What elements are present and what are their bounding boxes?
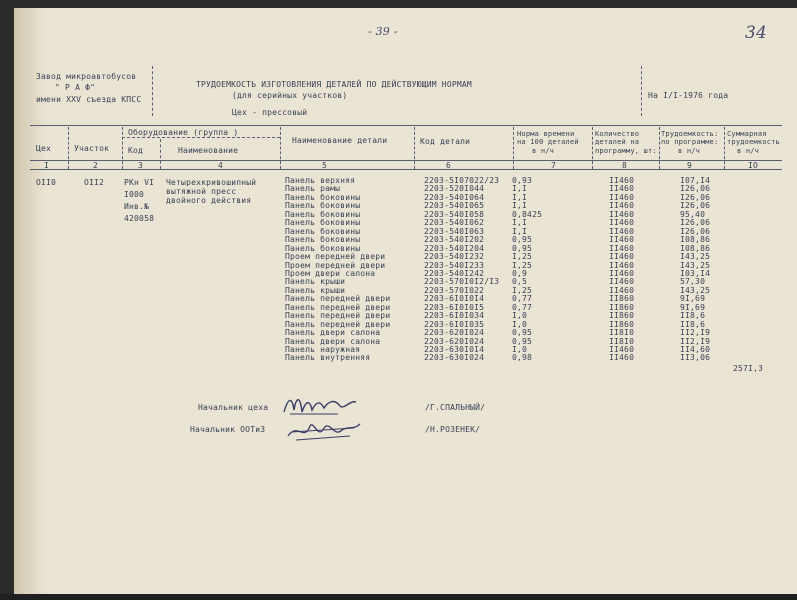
header-divider-right	[641, 66, 642, 116]
colnum-3: 3	[138, 161, 144, 170]
row-quantity: II460	[609, 345, 635, 354]
ootz-name: /Н.РОЗЕНЕК/	[425, 425, 481, 434]
row-part-code: 2203-6I0I034	[424, 311, 485, 321]
row-labor: I26,06	[680, 184, 711, 194]
colnum-8: 8	[622, 161, 628, 170]
row-time-norm: I,25	[512, 252, 533, 262]
row-quantity: II460	[609, 176, 635, 185]
row-time-norm: 0,8425	[512, 209, 543, 219]
row-quantity: II460	[609, 252, 635, 262]
col-divider-4	[280, 127, 281, 169]
row-part-name: Панель двери салона	[285, 328, 381, 338]
row-time-norm: I,I	[512, 184, 528, 194]
row-part-code: 2203-540I204	[424, 243, 485, 253]
row-labor: I43,25	[680, 285, 711, 295]
shop-code: OII0	[36, 178, 57, 187]
page-number: - 39 -	[368, 25, 398, 38]
col-part-name: Наименование детали	[292, 136, 388, 145]
col-qty-2: деталей на	[595, 138, 640, 146]
row-time-norm: 0,95	[512, 328, 533, 338]
col-total-2: трудоемкость	[727, 138, 780, 146]
equipment-name-1: Четырехкривошипный	[166, 178, 257, 187]
colnum-1: I	[44, 161, 50, 170]
row-part-name: Панель боковины	[285, 243, 361, 253]
row-part-code: 2203-540I062	[424, 218, 485, 228]
row-time-norm: I,0	[512, 345, 528, 354]
ootz-label: Начальник ООТиЗ	[190, 425, 266, 434]
row-part-name: Панель внутренняя	[285, 353, 371, 363]
row-labor: I43,25	[680, 252, 711, 262]
title-line2: (для серийных участков)	[232, 91, 348, 100]
row-time-norm: 0,98	[512, 353, 533, 363]
workshop-label: Цех - прессовый	[232, 108, 308, 117]
row-labor: 57,30	[680, 277, 706, 287]
colnum-2: 2	[93, 161, 99, 170]
col-total-1: Суммарная	[727, 130, 767, 138]
row-labor: I03,I4	[680, 268, 711, 278]
row-part-code: 2203-540I058	[424, 209, 485, 219]
row-quantity: II860	[609, 319, 635, 329]
row-time-norm: I,25	[512, 285, 533, 295]
row-part-code: 2203-540I064	[424, 192, 485, 202]
row-time-norm: I,I	[512, 201, 528, 211]
row-labor: I26,06	[680, 192, 711, 202]
equipment-code-3: Инв.№	[124, 202, 150, 211]
factory-line1: Завод микроавтобусов	[36, 72, 137, 81]
row-quantity: II8I0	[609, 336, 635, 346]
row-part-code: 2203-6I0I0I4	[424, 294, 485, 304]
total-value: 257I,3	[733, 364, 764, 373]
col-divider-2	[122, 127, 123, 169]
head-label: Начальник цеха	[198, 403, 269, 412]
row-quantity: II460	[609, 201, 635, 211]
row-part-name: Панель передней двери	[285, 302, 391, 312]
equipment-code-4: 420058	[124, 214, 155, 223]
row-labor: II4,60	[680, 345, 711, 354]
row-part-name: Проем передней двери	[285, 260, 386, 270]
row-time-norm: I,0	[512, 319, 528, 329]
equipment-code-2: I000	[124, 190, 145, 199]
col-norm-3: в н/ч	[532, 147, 555, 155]
row-quantity: II860	[609, 302, 635, 312]
row-part-name: Панель боковины	[285, 209, 361, 219]
factory-line2: " Р А Ф"	[55, 83, 96, 92]
row-quantity: II460	[609, 353, 635, 363]
row-part-name: Панель рамы	[285, 184, 341, 194]
colnum-6: 6	[446, 161, 452, 170]
row-labor: I08,86	[680, 243, 711, 253]
col-divider-9	[724, 127, 725, 169]
colnum-5: 5	[322, 161, 328, 170]
col-divider-6	[513, 127, 514, 169]
row-labor: 9I,69	[680, 294, 706, 304]
row-time-norm: 0,95	[512, 235, 533, 245]
row-part-name: Панель крыши	[285, 285, 346, 295]
row-labor: II3,06	[680, 353, 711, 363]
col-divider-5	[414, 127, 415, 169]
row-part-code: 2203-620I024	[424, 336, 485, 346]
row-time-norm: 0,93	[512, 176, 533, 185]
row-labor: I07,I4	[680, 176, 711, 185]
factory-line3: имени XXV съезда КПСС	[36, 95, 142, 104]
table-top-rule	[30, 125, 782, 126]
col-divider-1	[68, 127, 69, 169]
row-labor: 9I,69	[680, 302, 706, 312]
row-quantity: II460	[609, 226, 635, 236]
row-part-code: 2203-540I063	[424, 226, 485, 236]
col-labor-3: в н/ч	[678, 147, 701, 155]
col-equipment-name: Наименование	[178, 146, 239, 155]
col-norm-1: Норма времени	[517, 130, 575, 138]
col-qty-3: программу, шт:	[595, 147, 657, 155]
row-part-name: Панель передней двери	[285, 294, 391, 304]
row-part-name: Панель передней двери	[285, 311, 391, 321]
row-part-name: Панель наружная	[285, 345, 361, 354]
equipment-name-2: вытяжной пресс	[166, 187, 237, 196]
col-labor-1: Трудоемкость:	[661, 130, 719, 138]
date-label: На I/I-1976 года	[648, 91, 729, 100]
row-time-norm: I,I	[512, 192, 528, 202]
section-code: OII2	[84, 178, 105, 187]
row-part-name: Панель передней двери	[285, 319, 391, 329]
row-part-name: Проем передней двери	[285, 252, 386, 262]
row-time-norm: 0,95	[512, 336, 533, 346]
equipment-name-3: двойного действия	[166, 196, 252, 205]
row-time-norm: 0,95	[512, 243, 533, 253]
ootz-signature	[284, 416, 364, 446]
row-part-code: 2203-540I232	[424, 252, 485, 262]
row-part-name: Проем двери салона	[285, 268, 376, 278]
row-quantity: II460	[609, 243, 635, 253]
colnum-4: 4	[218, 161, 224, 170]
row-quantity: II860	[609, 311, 635, 321]
row-quantity: II460	[609, 218, 635, 228]
title-line1: ТРУДОЕМКОСТЬ ИЗГОТОВЛЕНИЯ ДЕТАЛЕЙ ПО ДЕЙСТВУЮЩИМ НОРМАМ	[196, 80, 472, 89]
col-section: Участок	[74, 144, 110, 153]
row-part-code: 2203-630I024	[424, 353, 485, 363]
row-part-name: Панель боковины	[285, 218, 361, 228]
row-part-code: 2203-520I044	[424, 184, 485, 194]
col-norm-2: на 100 деталей	[517, 138, 579, 146]
row-part-name: Панель верхняя	[285, 176, 356, 185]
row-part-code: 2203-570I022	[424, 285, 485, 295]
row-labor: I43,25	[680, 260, 711, 270]
row-part-code: 2203-540I233	[424, 260, 485, 270]
row-quantity: II8I0	[609, 328, 635, 338]
row-part-name: Панель боковины	[285, 226, 361, 236]
col-divider-3	[160, 139, 161, 169]
col-labor-2: по программе:	[661, 138, 719, 146]
row-labor: I26,06	[680, 218, 711, 228]
col-qty-1: Количество	[595, 130, 640, 138]
row-part-name: Панель боковины	[285, 201, 361, 211]
row-labor: II2,I9	[680, 336, 711, 346]
row-part-code: 2203-5I07022/23	[424, 176, 500, 185]
row-labor: II8,6	[680, 319, 706, 329]
row-quantity: II460	[609, 209, 635, 219]
row-labor: I08,86	[680, 235, 711, 245]
row-part-name: Панель двери салона	[285, 336, 381, 346]
row-labor: II2,I9	[680, 328, 711, 338]
row-time-norm: 0,77	[512, 302, 533, 312]
row-quantity: II460	[609, 184, 635, 194]
colnum-10: IO	[748, 161, 759, 170]
row-quantity: II460	[609, 235, 635, 245]
row-part-code: 2203-570I0I2/I3	[424, 277, 500, 287]
row-part-name: Панель боковины	[285, 192, 361, 202]
col-shop: Цех	[36, 144, 52, 153]
col-divider-7	[592, 127, 593, 169]
col-total-3: в н/ч	[737, 147, 760, 155]
row-labor: II8,6	[680, 311, 706, 321]
row-part-code: 2203-620I024	[424, 328, 485, 338]
equipment-code-1: РКн VI	[124, 178, 155, 187]
row-part-code: 2203-6I0I0I5	[424, 302, 485, 312]
row-time-norm: I,0	[512, 311, 528, 321]
colnum-7: 7	[551, 161, 557, 170]
row-quantity: II460	[609, 268, 635, 278]
row-time-norm: I,25	[512, 260, 533, 270]
col-divider-8	[659, 127, 660, 169]
col-part-code: Код детали	[420, 137, 471, 146]
row-part-name: Панель крыши	[285, 277, 346, 287]
row-part-code: 2203-6I0I035	[424, 319, 485, 329]
equipment-group-rule	[122, 137, 280, 138]
scan-bottom-edge	[0, 594, 797, 600]
row-part-code: 2203-540I242	[424, 268, 485, 278]
folio-number: 34	[745, 23, 768, 43]
row-labor: I26,06	[680, 201, 711, 211]
row-time-norm: 0,9	[512, 268, 528, 278]
row-quantity: II460	[609, 192, 635, 202]
row-labor: I26,06	[680, 226, 711, 236]
row-part-code: 2203-540I065	[424, 201, 485, 211]
row-quantity: II460	[609, 285, 635, 295]
row-time-norm: I,I	[512, 218, 528, 228]
row-labor: 95,40	[680, 209, 706, 219]
row-part-code: 2203-630I0I4	[424, 345, 485, 354]
row-time-norm: 0,77	[512, 294, 533, 304]
row-quantity: II860	[609, 294, 635, 304]
header-divider-left	[152, 66, 153, 116]
row-quantity: II460	[609, 260, 635, 270]
head-name: /Г.СПАЛЬНЫЙ/	[425, 403, 486, 412]
col-code: Код	[128, 146, 144, 155]
row-time-norm: 0,5	[512, 277, 528, 287]
row-part-name: Панель боковины	[285, 235, 361, 245]
col-equipment-group: Оборудование (группа )	[128, 128, 239, 137]
row-time-norm: I,I	[512, 226, 528, 236]
row-part-code: 2203-540I202	[424, 235, 485, 245]
row-quantity: II460	[609, 277, 635, 287]
colnum-9: 9	[687, 161, 693, 170]
